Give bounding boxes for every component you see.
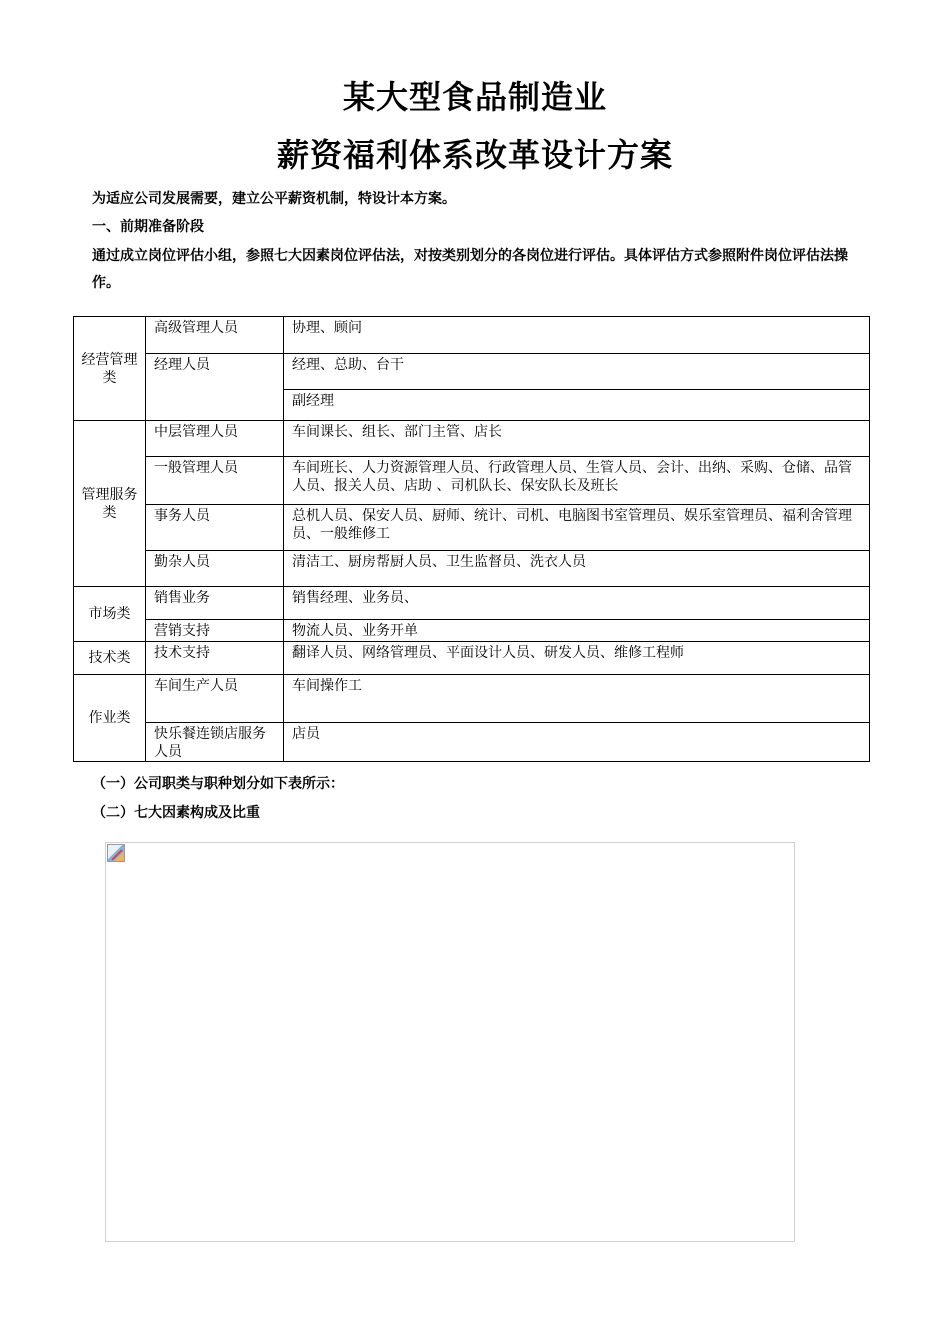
subsection2-heading: （二）七大因素构成及比重: [92, 805, 260, 821]
job-type-cell: 事务人员: [146, 505, 284, 551]
intro-paragraph: 为适应公司发展需要，建立公平薪资机制，特设计本方案。: [92, 191, 456, 207]
positions-cell: 翻译人员、网络管理员、平面设计人员、研发人员、维修工程师: [284, 642, 870, 675]
document-title-line2: 薪资福利体系改革设计方案: [276, 136, 673, 174]
table-row: [74, 587, 870, 620]
positions-cell: 车间班长、人力资源管理人员、行政管理人员、生管人员、会计、出纳、采购、仓储、品管人员、报关人员、店助 、司机队长、保安队长及班长: [284, 457, 870, 505]
job-type-cell: 快乐餐连锁店服务人员: [146, 723, 284, 762]
job-type-cell: 高级管理人员: [146, 317, 284, 354]
table-row: [74, 551, 870, 587]
table-row: [74, 675, 870, 723]
positions-cell: 协理、顾问: [284, 317, 870, 354]
job-type-cell: 营销支持: [146, 620, 284, 642]
positions-cell: 经理、总助、台干: [284, 354, 870, 390]
positions-cell: 店员: [284, 723, 870, 762]
job-type-cell: 勤杂人员: [146, 551, 284, 587]
table-row: [74, 457, 870, 505]
table-row: [74, 317, 870, 354]
category-cell: 经营管理类: [74, 317, 146, 421]
section1-body: 通过成立岗位评估小组，参照七大因素岗位评估法，对按类别划分的各岗位进行评估。具体评估方式参照附件岗位评估法操作。: [92, 248, 848, 291]
category-cell: 管理服务类: [74, 421, 146, 587]
broken-image-icon: [107, 844, 125, 862]
job-classification-table: [73, 316, 870, 762]
image-placeholder: [105, 842, 795, 1242]
job-type-cell: 销售业务: [146, 587, 284, 620]
positions-cell: 销售经理、业务员、: [284, 587, 870, 620]
table-row: [74, 354, 870, 390]
job-type-cell: 车间生产人员: [146, 675, 284, 723]
table-row: [74, 723, 870, 762]
positions-cell: 清洁工、厨房帮厨人员、卫生监督员、洗衣人员: [284, 551, 870, 587]
job-type-cell: 中层管理人员: [146, 421, 284, 457]
subsection1-heading: （一）公司职类与职种划分如下表所示：: [92, 776, 344, 792]
category-cell: 市场类: [74, 587, 146, 642]
category-cell: 作业类: [74, 675, 146, 762]
table-row: [74, 421, 870, 457]
document-title-line1: 某大型食品制造业: [342, 78, 607, 116]
positions-cell: 车间操作工: [284, 675, 870, 723]
table-row: [74, 620, 870, 642]
category-cell: 技术类: [74, 642, 146, 675]
job-type-cell: 经理人员: [146, 354, 284, 421]
table-row: [74, 505, 870, 551]
positions-cell: 物流人员、业务开单: [284, 620, 870, 642]
section1-heading: 一、前期准备阶段: [92, 219, 204, 235]
job-type-cell: 一般管理人员: [146, 457, 284, 505]
positions-cell: 副经理: [284, 390, 870, 421]
positions-cell: 车间课长、组长、部门主管、店长: [284, 421, 870, 457]
table-row: [74, 642, 870, 675]
positions-cell: 总机人员、保安人员、厨师、统计、司机、电脑图书室管理员、娱乐室管理员、福利舍管理员、一般维修工: [284, 505, 870, 551]
job-type-cell: 技术支持: [146, 642, 284, 675]
